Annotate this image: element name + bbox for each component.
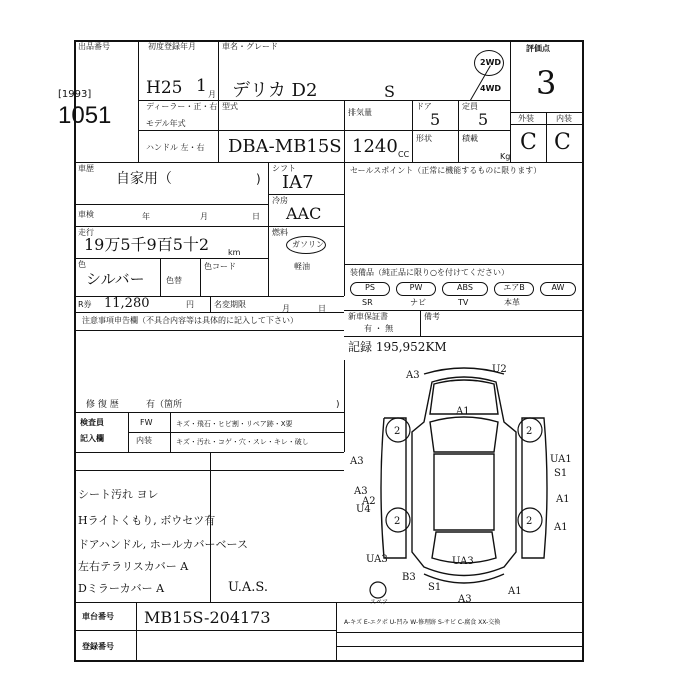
shape-label: 形状 (416, 134, 432, 143)
note-2: Hライトくもり, ボウセツ有 (78, 514, 216, 527)
tire-fr: 2 (526, 426, 533, 437)
tire-fl: 2 (394, 426, 401, 437)
repair-value: 有（箇所 (146, 400, 183, 410)
repair-close-paren: ) (336, 400, 340, 410)
uas-note: U.A.S. (228, 580, 268, 595)
mileage-label: 走行 (78, 228, 94, 237)
grade: S (384, 82, 395, 101)
car-left-side (381, 418, 406, 558)
mark-ua1-r: UA1 (550, 454, 572, 465)
doors: 5 (430, 110, 441, 129)
sales-point-label: セールスポイント（正常に機能するものに限ります） (350, 166, 542, 175)
inspection-label: 車検 (78, 210, 94, 219)
opt-aw: AW (540, 282, 576, 296)
opt-ab: エアB (494, 282, 534, 296)
rating-label: 評価点 (526, 44, 550, 53)
exterior-grade: C (520, 130, 537, 155)
cc-label: CC (398, 150, 410, 159)
mark-a1-r2: A1 (554, 522, 568, 533)
chassis-number: MB15S-204173 (144, 608, 271, 627)
shift-label: シフト (272, 164, 296, 173)
damage-legend: A-キズ E-エクボ U-凹み W-修理跡 S-サビ C-腐食 XX-交換 (344, 619, 501, 626)
car-name: デリカ D2 (232, 80, 318, 101)
dealer-label: ディーラー・正・右 (146, 102, 218, 111)
interior-label: 内装 (556, 114, 572, 123)
model-year-label: モデル年式 (146, 119, 186, 128)
odometer-note: 記録 195,952KM (348, 340, 447, 354)
notes-label: 注意事項申告欄（不具合内容等は具体的に記入して下さい） (82, 316, 298, 325)
usage-label: 車歴 (78, 164, 94, 173)
reg-plate-label: 登録番号 (82, 642, 114, 651)
tire-rl: 2 (394, 516, 401, 527)
mark-a1-hood: A1 (456, 406, 470, 417)
displacement-label: 排気量 (348, 108, 372, 117)
spare-label: スペア (370, 599, 389, 606)
model-type-label: 型式 (222, 102, 238, 111)
inspection-month: 月 (200, 212, 208, 221)
opt-sr: SR (362, 298, 373, 307)
car-right-side (522, 418, 547, 558)
repair-label: 修 復 歴 (86, 400, 119, 410)
opt-pw: PW (396, 282, 436, 296)
fw-label: FW (140, 418, 153, 427)
mark-ua3-l: UA3 (366, 554, 388, 565)
opt-leather: 本革 (504, 298, 520, 307)
seats-label: 定員 (462, 102, 478, 111)
mark-s1-r: S1 (554, 468, 568, 479)
mark-u4-l: U4 (356, 504, 371, 515)
entry-label: 記入欄 (80, 434, 104, 443)
fw-legend: キズ・飛石・ヒビ割・リペア跡・X要 (176, 420, 293, 428)
mark-b3-rear: B3 (402, 572, 416, 583)
inspection-year: 年 (142, 212, 150, 221)
mark-a1-rear: A1 (508, 586, 522, 597)
opt-navi: ナビ (410, 298, 426, 307)
year-tag: [1993] (58, 89, 92, 100)
mark-s1-rear: S1 (428, 582, 442, 593)
equipment-label: 装備品（純正品に限り○を付けてください） (350, 268, 509, 277)
color-label: 色 (78, 260, 86, 269)
shift: IA7 (282, 172, 314, 193)
car-roof (434, 454, 494, 530)
first-reg-label: 初度登録年月 (148, 42, 196, 51)
kg-label: Kg (500, 152, 511, 161)
mark-a2-l: A2 (362, 496, 376, 507)
drive-4wd: 4WD (480, 84, 502, 93)
car-diagram (344, 362, 584, 606)
fuel: ガソリン (292, 240, 324, 249)
usage-close-paren: ) (256, 172, 261, 186)
mark-a1-r1: A1 (556, 494, 570, 505)
mark-a3-l2: A3 (354, 486, 368, 497)
km-label: km (228, 248, 241, 257)
first-reg-month: 1 (196, 76, 207, 96)
reg-no-label: 出品番号 (78, 42, 110, 51)
color-no-label: 色替 (166, 276, 182, 285)
new-car-warranty-label: 新車保証書 (348, 312, 388, 321)
aircon-label: 冷房 (272, 196, 288, 205)
change-day: 日 (318, 304, 326, 313)
model-code: DBA-MB15S (228, 136, 342, 157)
warranty-values: 有 ・ 無 (364, 324, 394, 333)
lot-number: 1051 (58, 102, 112, 129)
handle-label: ハンドル 左・右 (146, 143, 205, 152)
inspection-day: 日 (252, 212, 260, 221)
mark-a3-rear: A3 (458, 594, 472, 605)
tire-rr: 2 (526, 516, 533, 527)
opt-abs: ABS (442, 282, 488, 296)
exterior-label: 外装 (518, 114, 534, 123)
drive-2wd: 2WD (480, 58, 502, 67)
aircon: AAC (286, 204, 322, 223)
first-reg-era: H25 (146, 78, 183, 98)
car-windshield (430, 417, 498, 452)
capacity-label: 積載 (462, 134, 478, 143)
diesel-label: 軽油 (294, 262, 310, 271)
mark-u2-front: U2 (492, 364, 507, 375)
mark-ua3-rear: UA3 (452, 556, 474, 567)
opt-tv: TV (458, 298, 469, 307)
color-code-label: 色コード (204, 262, 236, 271)
displacement: 1240 (352, 136, 398, 157)
color: シルバー (86, 270, 145, 288)
chassis-label: 車台番号 (82, 612, 114, 621)
doors-label: ドア (416, 102, 432, 111)
inspector-label: 検査員 (80, 418, 104, 427)
naiso-label: 内装 (136, 436, 152, 445)
mark-a3-l1: A3 (350, 456, 364, 467)
seats: 5 (478, 110, 489, 129)
interior-grade: C (554, 130, 571, 155)
recycle-label: R券 (78, 300, 92, 309)
fuel-label: 燃料 (272, 228, 288, 237)
usage: 自家用（ (116, 171, 172, 187)
change-label: 名変期限 (214, 300, 246, 309)
note-3: ドアハンドル, ホールカバーベース (78, 538, 249, 551)
rating-score: 3 (536, 64, 557, 102)
recycle-amount: 11,280 (104, 296, 150, 311)
model-grade-label: 車名・グレード (222, 42, 278, 51)
remarks-label: 備考 (424, 312, 440, 321)
naiso-legend: キズ・汚れ・コゲ・穴・スレ・キレ・破し (176, 438, 309, 446)
note-5: Dミラーカバー A (78, 582, 165, 595)
mark-a3-fl: A3 (406, 370, 420, 381)
opt-ps: PS (350, 282, 390, 296)
change-month: 月 (282, 304, 290, 313)
yen-label: 円 (186, 300, 194, 309)
note-1: シート汚れ ヨレ (78, 488, 159, 501)
first-reg-unit: 月 (208, 90, 216, 99)
note-4: 左右テラリスカバー A (78, 560, 189, 573)
mileage: 19万5千9百5十2 (84, 235, 210, 254)
spare-circle (370, 582, 386, 598)
